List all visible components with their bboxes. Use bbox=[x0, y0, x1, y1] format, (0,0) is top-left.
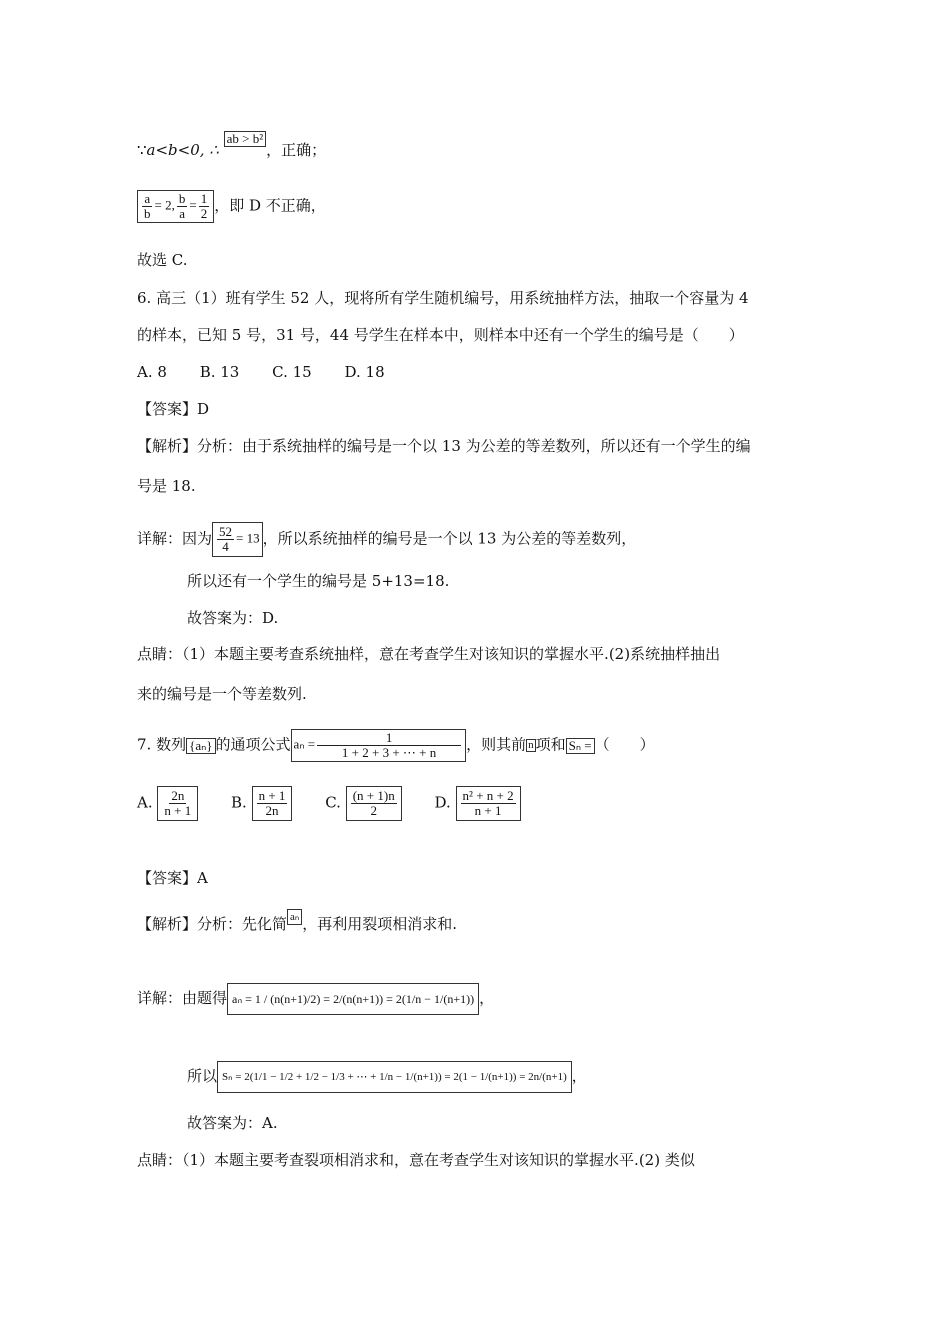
frac-den: 4 bbox=[222, 539, 229, 554]
inequality-text: a<b<0, ∴ bbox=[146, 141, 219, 159]
formula-text: aₙ = bbox=[293, 736, 316, 752]
q7-stem bbox=[137, 729, 655, 762]
sum-label: 所以 bbox=[187, 1067, 218, 1085]
formula-box bbox=[212, 522, 263, 557]
frac-den: n + 1 bbox=[474, 803, 502, 818]
q6-note-line1: 点睛：（1）本题主要考查系统抽样，意在考查学生对该知识的掌握水平.(2)系统抽样抽出 bbox=[137, 645, 721, 663]
formula-text: = bbox=[189, 197, 197, 213]
formula-box bbox=[346, 786, 402, 821]
formula-text: = 13 bbox=[236, 530, 260, 546]
formula-box: aₙ = 1 / (n(n+1)/2) = 2/(n(n+1)) = 2(1/n − 1/(n+1)) bbox=[227, 983, 479, 1015]
q6-options bbox=[137, 362, 413, 382]
q7-text: （ ） bbox=[594, 735, 655, 754]
option-label: A. bbox=[137, 793, 153, 812]
q7-final: 故答案为：A. bbox=[187, 1114, 278, 1132]
formula-box bbox=[456, 786, 521, 821]
q7-label: 7. 数列 bbox=[137, 735, 187, 754]
because-symbol: ∵ bbox=[137, 141, 147, 159]
frac-num: n² + n + 2 bbox=[462, 788, 514, 803]
q6-analysis-line1: 【解析】分析：由于系统抽样的编号是一个以 13 为公差的等差数列，所以还有一个学生的编 bbox=[137, 437, 751, 455]
q6-text-line2: 的样本，已知 5 号，31 号，44 号学生在样本中，则样本中还有一个学生的编号是（ ） bbox=[137, 326, 744, 344]
frac-num: (n + 1)n bbox=[352, 788, 395, 803]
q7-note: 点睛：（1）本题主要考查裂项相消求和，意在考查学生对该知识的掌握水平.(2) 类似 bbox=[137, 1151, 695, 1169]
detail-label: 详解：因为 bbox=[137, 529, 213, 548]
q7-analysis bbox=[137, 911, 458, 934]
q7-option-a bbox=[137, 786, 198, 821]
q7-text: 的通项公式 bbox=[215, 735, 291, 754]
q6-detail-line3: 故答案为：D. bbox=[187, 609, 279, 627]
detail-text: ，所以系统抽样的编号是一个以 13 为公差的等差数列， bbox=[262, 529, 637, 548]
detail-text: ， bbox=[479, 989, 495, 1007]
conclusion-text: ，即 D 不正确， bbox=[214, 196, 326, 215]
frac-den: 2n bbox=[265, 803, 279, 818]
choose-c: 故选 C. bbox=[137, 251, 188, 269]
correct-text: ，正确； bbox=[266, 141, 327, 159]
line-2 bbox=[137, 190, 326, 223]
option-label: D. bbox=[434, 793, 451, 812]
formula-box: ab > b² bbox=[224, 131, 267, 147]
frac-num: a bbox=[144, 191, 151, 206]
q6-text-line1: 6. 高三（1）班有学生 52 人，现将所有学生随机编号，用系统抽样方法，抽取一个容量为 4 bbox=[137, 289, 749, 307]
frac-den: b bbox=[144, 206, 151, 221]
frac-den: 2 bbox=[370, 803, 377, 818]
q7-text: ，则其前 bbox=[466, 735, 527, 754]
frac-den: a bbox=[179, 206, 185, 221]
q6-detail bbox=[137, 522, 636, 557]
q6-analysis-line2: 号是 18. bbox=[137, 477, 196, 495]
frac-num: b bbox=[178, 191, 186, 206]
q7-text: 项和 bbox=[535, 735, 566, 754]
formula-box bbox=[252, 786, 293, 821]
line-1 bbox=[137, 131, 327, 160]
sum-text: ， bbox=[571, 1067, 587, 1085]
formula-box: Sₙ = 2(1/1 − 1/2 + 1/2 − 1/3 + ⋯ + 1/n − 1/(n+1)) = 2(1 − 1/(n+1)) = 2n/(n+1) bbox=[217, 1061, 572, 1093]
formula-box: n bbox=[528, 739, 534, 751]
formula-box bbox=[137, 190, 214, 223]
formula-text: = 2, bbox=[154, 197, 175, 213]
q6-note-line2: 来的编号是一个等差数列. bbox=[137, 685, 307, 703]
q6-option-d: D. 18 bbox=[344, 363, 385, 381]
formula-box bbox=[291, 729, 467, 762]
formula-box: aₙ bbox=[287, 909, 302, 925]
q7-detail bbox=[137, 983, 494, 1015]
frac-den: n + 1 bbox=[164, 803, 192, 818]
formula-box: {aₙ} bbox=[186, 738, 215, 754]
q6-detail-line2: 所以还有一个学生的编号是 5+13=18. bbox=[187, 572, 450, 590]
frac-num: 1 bbox=[200, 191, 208, 206]
frac-num: 2n bbox=[171, 788, 185, 803]
q7-answer: 【答案】A bbox=[137, 869, 208, 887]
analysis-text: ，再利用裂项相消求和. bbox=[302, 915, 458, 933]
q7-options bbox=[137, 786, 549, 821]
formula-box: Sₙ = bbox=[566, 738, 595, 754]
frac-num: n + 1 bbox=[258, 788, 286, 803]
q7-option-b bbox=[231, 786, 292, 821]
q7-sum bbox=[187, 1061, 587, 1093]
frac-num: 52 bbox=[219, 524, 233, 539]
option-label: C. bbox=[325, 793, 341, 812]
frac-num: 1 bbox=[317, 731, 461, 746]
frac-den: 2 bbox=[200, 206, 208, 221]
q6-option-a: A. 8 bbox=[137, 363, 167, 381]
q6-option-b: B. 13 bbox=[199, 363, 240, 381]
analysis-label: 【解析】分析：先化简 bbox=[137, 915, 288, 933]
q7-option-d bbox=[435, 786, 521, 821]
formula-box bbox=[157, 786, 198, 821]
option-label: B. bbox=[231, 793, 247, 812]
q6-answer: 【答案】D bbox=[137, 400, 210, 418]
q7-option-c bbox=[325, 786, 402, 821]
q6-option-c: C. 15 bbox=[272, 363, 312, 381]
frac-den: 1 + 2 + 3 + ⋯ + n bbox=[341, 745, 437, 760]
detail-label: 详解：由题得 bbox=[137, 989, 228, 1007]
